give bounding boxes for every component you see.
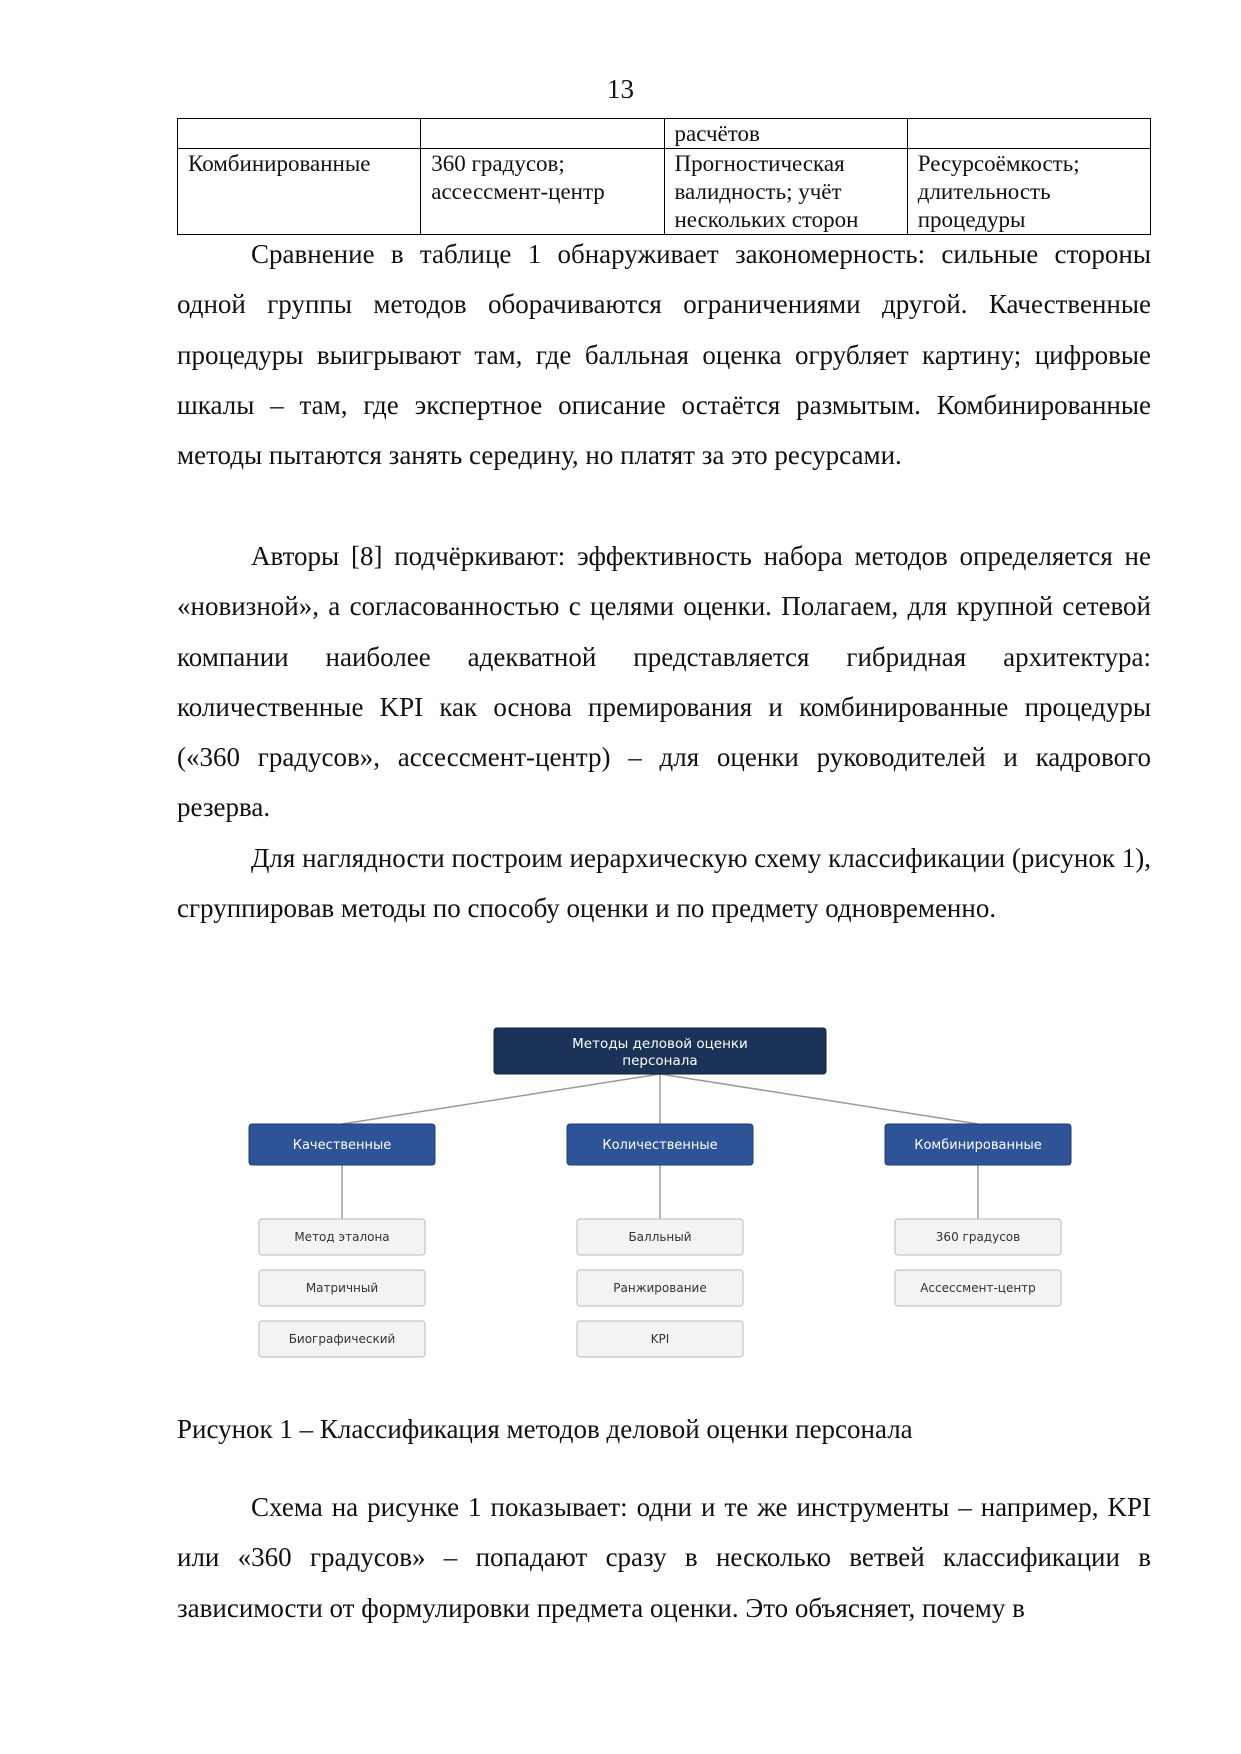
- continuation-table: [177, 118, 1151, 235]
- page-number: 13: [607, 74, 634, 104]
- body-text-block: [177, 1482, 1151, 1633]
- branch-node-label: Количественные: [602, 1138, 718, 1153]
- leaf-node-label: Балльный: [628, 1230, 692, 1244]
- paragraph: Сравнение в таблице 1 обнаруживает закономерность: сильные стороны одной группы методов оборачиваются ограничениями другой. Качественные процедуры выигрывают там, где балльная оценка огрубляет картину; цифровые шкалы – там, где экспертное описание остаётся размытым. Комбинированные методы пытаются занять середину, но платят за это ресурсами.: [177, 239, 1151, 471]
- body-text-block: [177, 531, 1151, 833]
- root-node-label: персонала: [622, 1053, 698, 1069]
- leaf-node-label: KPI: [650, 1332, 670, 1346]
- connector-line: [660, 1074, 978, 1124]
- leaf-node-label: Биографический: [288, 1332, 396, 1346]
- table-cell: [421, 119, 664, 149]
- leaf-node-label: 360 градусов: [935, 1230, 1021, 1244]
- body-text-block: [177, 229, 1151, 480]
- table-cell: Прогностическая валидность; учёт нескольких сторон: [664, 149, 907, 235]
- table-cell: [178, 119, 421, 149]
- table-row: [178, 149, 1151, 235]
- leaf-node-label: Матричный: [305, 1281, 379, 1295]
- root-node-label: Методы деловой оценки: [572, 1036, 748, 1052]
- table-cell: [907, 119, 1150, 149]
- branch-node-label: Качественные: [292, 1138, 392, 1153]
- table-cell: Комбинированные: [178, 149, 421, 235]
- classification-diagram: [177, 1020, 1151, 1380]
- diagram-canvas: [177, 1020, 1151, 1380]
- table-cell: расчётов: [664, 119, 907, 149]
- paragraph: Авторы [8] подчёркивают: эффективность набора методов определяется не «новизной», а согласованностью с целями оценки. Полагаем, для крупной сетевой компании наиболее адекватной представляется гибридная архитектура: количественные KPI как основа премирования и комбинированные процедуры («360 градусов», ассессмент-центр) – для оценки руководителей и кадрового резерва.: [177, 541, 1151, 823]
- branch-node-label: Комбинированные: [914, 1138, 1042, 1153]
- paragraph: Схема на рисунке 1 показывает: одни и те же инструменты – например, KPI или «360 градусов» – попадают сразу в несколько ветвей классификации в зависимости от формулировки предмета оценки. Это объясняет, почему в: [177, 1492, 1151, 1623]
- leaf-node-label: Метод эталона: [294, 1230, 390, 1244]
- connector-line: [342, 1074, 660, 1124]
- leaf-node-label: Ассессмент-центр: [920, 1281, 1036, 1295]
- paragraph: Для наглядности построим иерархическую схему классификации (рисунок 1), сгруппировав методы по способу оценки и по предмету одновременно.: [177, 843, 1151, 924]
- table-row: [178, 119, 1151, 149]
- table-cell: Ресурсоёмкость; длительность процедуры: [907, 149, 1150, 235]
- leaf-node-label: Ранжирование: [613, 1281, 707, 1295]
- table-cell: 360 градусов; ассессмент-центр: [421, 149, 664, 235]
- body-text-block: [177, 833, 1151, 934]
- figure-caption: Рисунок 1 – Классификация методов деловой оценки персонала: [177, 1414, 913, 1444]
